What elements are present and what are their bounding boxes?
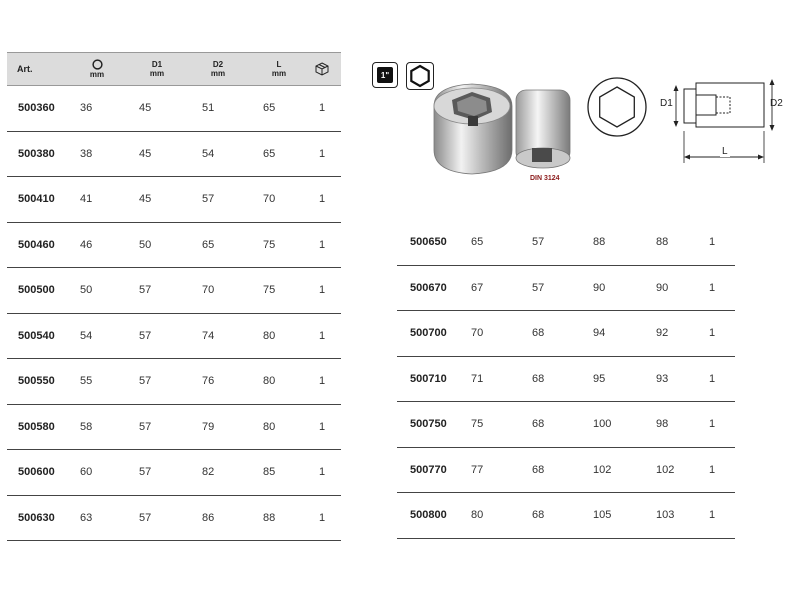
row-size: 58 [80,420,93,433]
row-qty: 1 [709,372,716,385]
row-size: 80 [471,509,484,522]
row-art: 500460 [18,238,55,251]
table-row [7,268,341,314]
table-row [397,311,735,357]
row-qty: 1 [319,420,326,433]
table-row [7,223,341,269]
square-drive-badge [372,62,398,88]
row-qty: 1 [709,236,716,249]
row-d1: 57 [139,466,152,479]
header-package [311,53,333,85]
row-size: 75 [471,418,484,431]
hex-cross-section [585,75,649,139]
row-d2: 88 [593,236,606,249]
row-size: 65 [471,236,484,249]
row-d1: 57 [139,284,152,297]
row-art: 500770 [410,463,447,476]
table-row [7,314,341,360]
row-qty: 1 [709,327,716,340]
row-d1: 57 [532,236,545,249]
row-l: 80 [263,375,276,388]
table-row [7,177,341,223]
row-d2: 57 [202,193,215,206]
row-d2: 76 [202,375,215,388]
header-d1-label: D1 [151,60,163,69]
table-row [397,220,735,266]
header-l [259,53,299,85]
row-d1: 57 [139,329,152,342]
row-l: 102 [656,463,675,476]
row-size: 46 [80,238,93,251]
row-l: 65 [263,147,276,160]
row-l: 75 [263,284,276,297]
row-d1: 50 [139,238,152,251]
row-qty: 1 [319,147,326,160]
diagram-l-label: L [722,146,728,157]
row-d1: 68 [532,327,545,340]
row-d2: 74 [202,329,215,342]
row-art: 500630 [18,511,55,524]
table-row [7,132,341,178]
drive-size-label: 1" [380,70,390,80]
row-art: 500580 [18,420,55,433]
row-d2: 105 [593,509,612,522]
row-qty: 1 [319,238,326,251]
table-row [7,405,341,451]
row-l: 80 [263,420,276,433]
row-d2: 54 [202,147,215,160]
row-size: 36 [80,102,93,115]
header-d1-unit: mm [149,69,165,78]
row-size: 70 [471,327,484,340]
row-size: 67 [471,281,484,294]
row-size: 71 [471,372,484,385]
row-qty: 1 [319,193,326,206]
row-d2: 65 [202,238,215,251]
row-qty: 1 [709,509,716,522]
row-d2: 100 [593,418,612,431]
row-d2: 82 [202,466,215,479]
row-art: 500540 [18,329,55,342]
table-row [397,357,735,403]
row-qty: 1 [319,375,326,388]
row-d1: 57 [139,375,152,388]
row-l: 92 [656,327,669,340]
row-l: 75 [263,238,276,251]
table-row [7,359,341,405]
row-l: 103 [656,509,675,522]
row-d1: 57 [532,281,545,294]
package-box-icon [315,62,329,76]
right-table [397,220,735,540]
row-d2: 90 [593,281,606,294]
row-d2: 86 [202,511,215,524]
row-qty: 1 [709,418,716,431]
row-size: 41 [80,193,93,206]
row-d1: 68 [532,463,545,476]
left-table [7,52,341,542]
row-size: 38 [80,147,93,160]
row-d1: 68 [532,509,545,522]
row-size: 77 [471,463,484,476]
header-art [17,53,57,85]
row-art: 500650 [410,236,447,249]
table-row [7,450,341,496]
row-d1: 57 [139,420,152,433]
row-d2: 94 [593,327,606,340]
socket-product-image [428,80,578,180]
row-art: 500410 [18,193,55,206]
row-d1: 45 [139,193,152,206]
table-row [397,493,735,539]
row-l: 90 [656,281,669,294]
row-art: 500670 [410,281,447,294]
row-d1: 57 [139,511,152,524]
row-art: 500600 [18,466,55,479]
row-art: 500360 [18,102,55,115]
table-header [7,52,341,86]
row-art: 500550 [18,375,55,388]
row-d1: 45 [139,102,152,115]
row-d2: 102 [593,463,612,476]
row-d2: 95 [593,372,606,385]
dimension-diagram [658,75,790,175]
row-qty: 1 [709,281,716,294]
row-qty: 1 [319,102,326,115]
table-row [397,402,735,448]
row-art: 500500 [18,284,55,297]
row-size: 63 [80,511,93,524]
row-d2: 70 [202,284,215,297]
table-row [397,266,735,312]
table-row [397,448,735,494]
row-art: 500800 [410,509,447,522]
diagram-d2-label: D2 [770,98,783,109]
header-size [77,53,117,85]
row-qty: 1 [319,466,326,479]
row-qty: 1 [319,329,326,342]
row-l: 98 [656,418,669,431]
row-size: 54 [80,329,93,342]
row-l: 65 [263,102,276,115]
header-d2 [198,53,238,85]
row-l: 93 [656,372,669,385]
row-qty: 1 [709,463,716,476]
row-d1: 45 [139,147,152,160]
row-art: 500700 [410,327,447,340]
standard-label: DIN 3124 [530,175,560,182]
hex-socket-icon [92,59,103,70]
square-drive-icon [377,67,393,83]
row-l: 85 [263,466,276,479]
hex-opening-icon [585,75,649,139]
row-l: 88 [263,511,276,524]
row-art: 500380 [18,147,55,160]
row-art: 500750 [410,418,447,431]
row-d1: 68 [532,418,545,431]
header-d2-unit: mm [210,69,226,78]
header-d1 [137,53,177,85]
row-d2: 79 [202,420,215,433]
row-size: 55 [80,375,93,388]
diagram-d1-label: D1 [660,98,673,109]
table-row [7,496,341,542]
row-qty: 1 [319,284,326,297]
row-d1: 68 [532,372,545,385]
header-l-unit: mm [271,69,287,78]
row-l: 70 [263,193,276,206]
header-d2-label: D2 [212,60,224,69]
row-d2: 51 [202,102,215,115]
row-l: 88 [656,236,669,249]
header-size-unit: mm [89,70,105,79]
table-row [7,86,341,132]
row-size: 50 [80,284,93,297]
row-size: 60 [80,466,93,479]
header-l-label: L [276,60,282,69]
header-art-label: Art. [17,63,33,74]
row-art: 500710 [410,372,447,385]
row-l: 80 [263,329,276,342]
row-qty: 1 [319,511,326,524]
